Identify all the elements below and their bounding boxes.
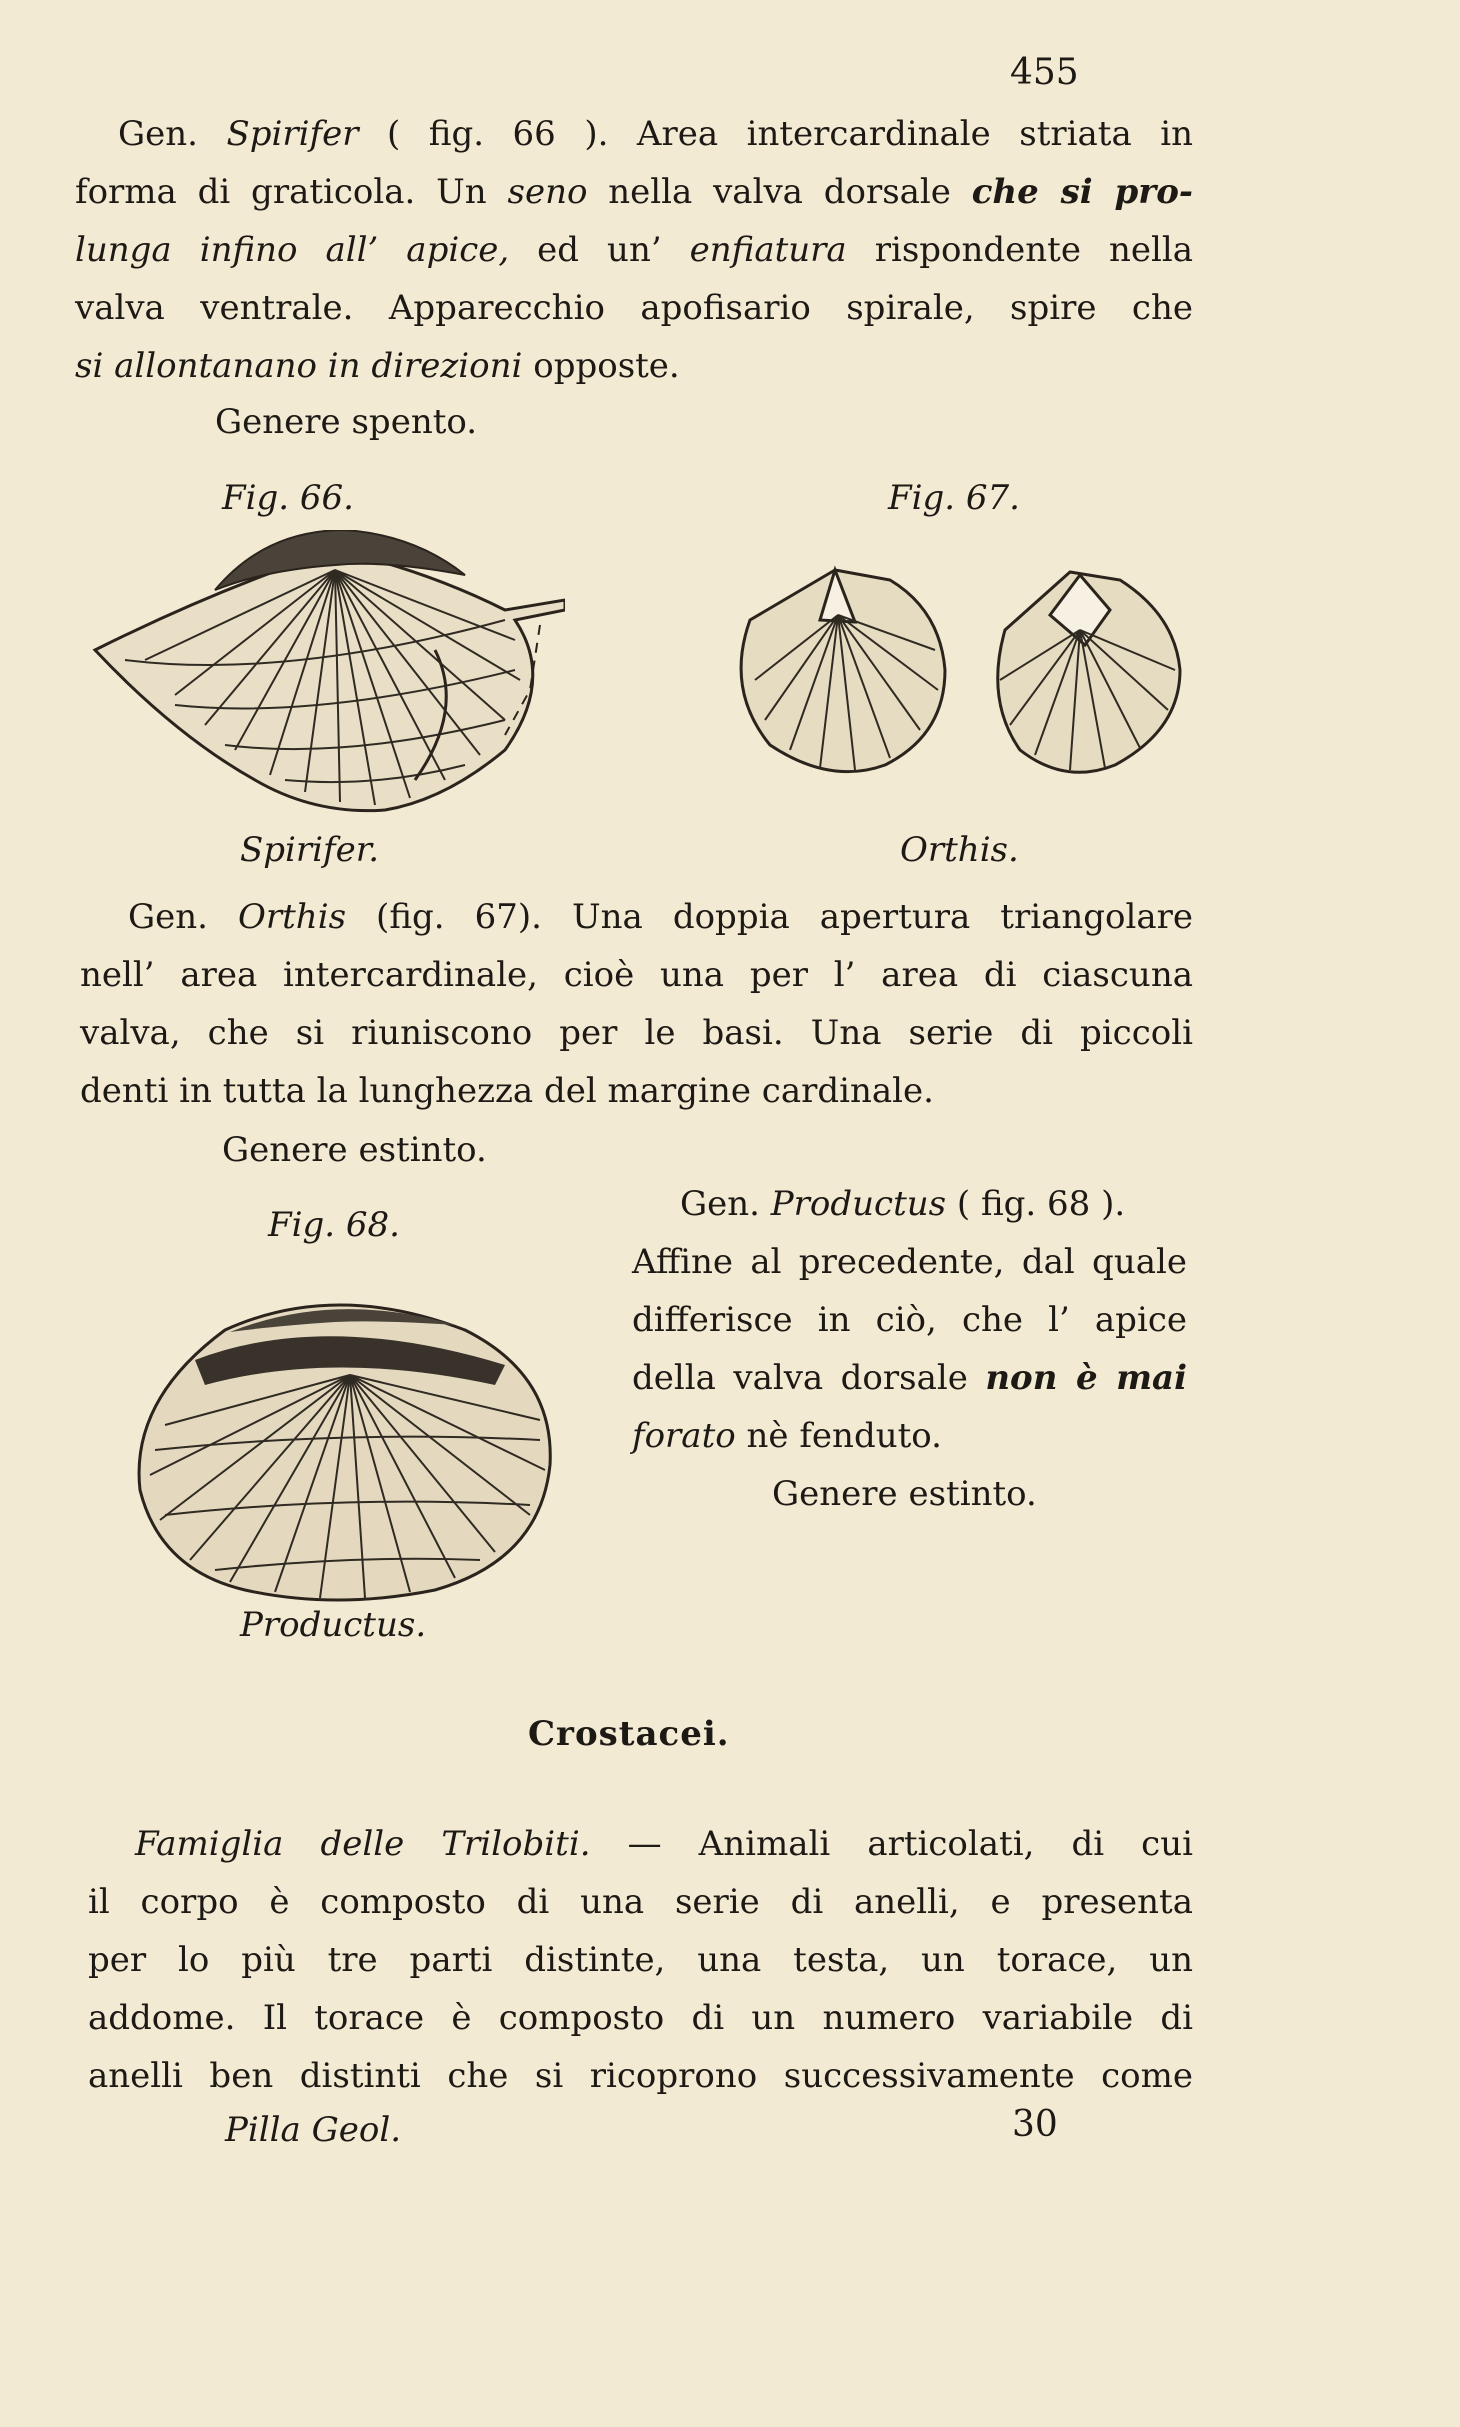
text-line: Gen. Spirifer ( fig. 66 ). Area intercardinale striata in	[118, 114, 1193, 154]
footer-author: Pilla Geol.	[225, 2110, 402, 2150]
genus-status: Genere estinto.	[772, 1474, 1037, 1514]
page-number: 455	[1010, 52, 1079, 93]
productus-illustration	[135, 1290, 560, 1605]
text-line: Gen. Orthis (fig. 67). Una doppia apertura triangolare	[128, 897, 1193, 937]
text-line: forato nè fenduto.	[632, 1416, 942, 1456]
text-line: denti in tutta la lunghezza del margine cardinale.	[80, 1071, 934, 1111]
text-line: per lo più tre parti distinte, una testa, un torace, un	[88, 1940, 1193, 1980]
signature-mark: 30	[1012, 2104, 1058, 2145]
orthis-illustration	[730, 560, 1190, 790]
figure-label-68: Fig. 68.	[268, 1205, 400, 1245]
text-line: della valva dorsale non è mai	[632, 1358, 1187, 1398]
text-line: Gen. Productus ( fig. 68 ).	[680, 1184, 1126, 1224]
text-line: valva, che si riuniscono per le basi. Una serie di piccoli	[80, 1013, 1193, 1053]
figure-caption-spirifer: Spirifer.	[240, 830, 380, 870]
figure-label-67: Fig. 67.	[888, 478, 1020, 518]
figure-label-66: Fig. 66.	[222, 478, 354, 518]
text-line: si allontanano in direzioni opposte.	[75, 346, 680, 386]
text-line: differisce in ciò, che l’ apice	[632, 1300, 1187, 1340]
text-line: forma di graticola. Un seno nella valva dorsale che si pro-	[75, 172, 1193, 212]
section-title: Crostacei.	[528, 1714, 730, 1754]
genus-status: Genere estinto.	[222, 1130, 487, 1170]
text-line: anelli ben distinti che si ricoprono successivamente come	[88, 2056, 1193, 2096]
text-line: Famiglia delle Trilobiti. — Animali articolati, di cui	[135, 1824, 1193, 1864]
spirifer-illustration	[85, 530, 565, 815]
figure-caption-productus: Productus.	[240, 1605, 427, 1645]
text-line: lunga infino all’ apice, ed un’ enfiatura rispondente nella	[75, 230, 1193, 270]
figure-caption-orthis: Orthis.	[900, 830, 1019, 870]
text-line: il corpo è composto di una serie di anelli, e presenta	[88, 1882, 1193, 1922]
text-line: addome. Il torace è composto di un numero variabile di	[88, 1998, 1193, 2038]
text-line: nell’ area intercardinale, cioè una per l’ area di ciascuna	[80, 955, 1193, 995]
text-line: Affine al precedente, dal quale	[632, 1242, 1187, 1282]
genus-status: Genere spento.	[215, 402, 478, 442]
text-line: valva ventrale. Apparecchio apofisario spirale, spire che	[75, 288, 1193, 328]
